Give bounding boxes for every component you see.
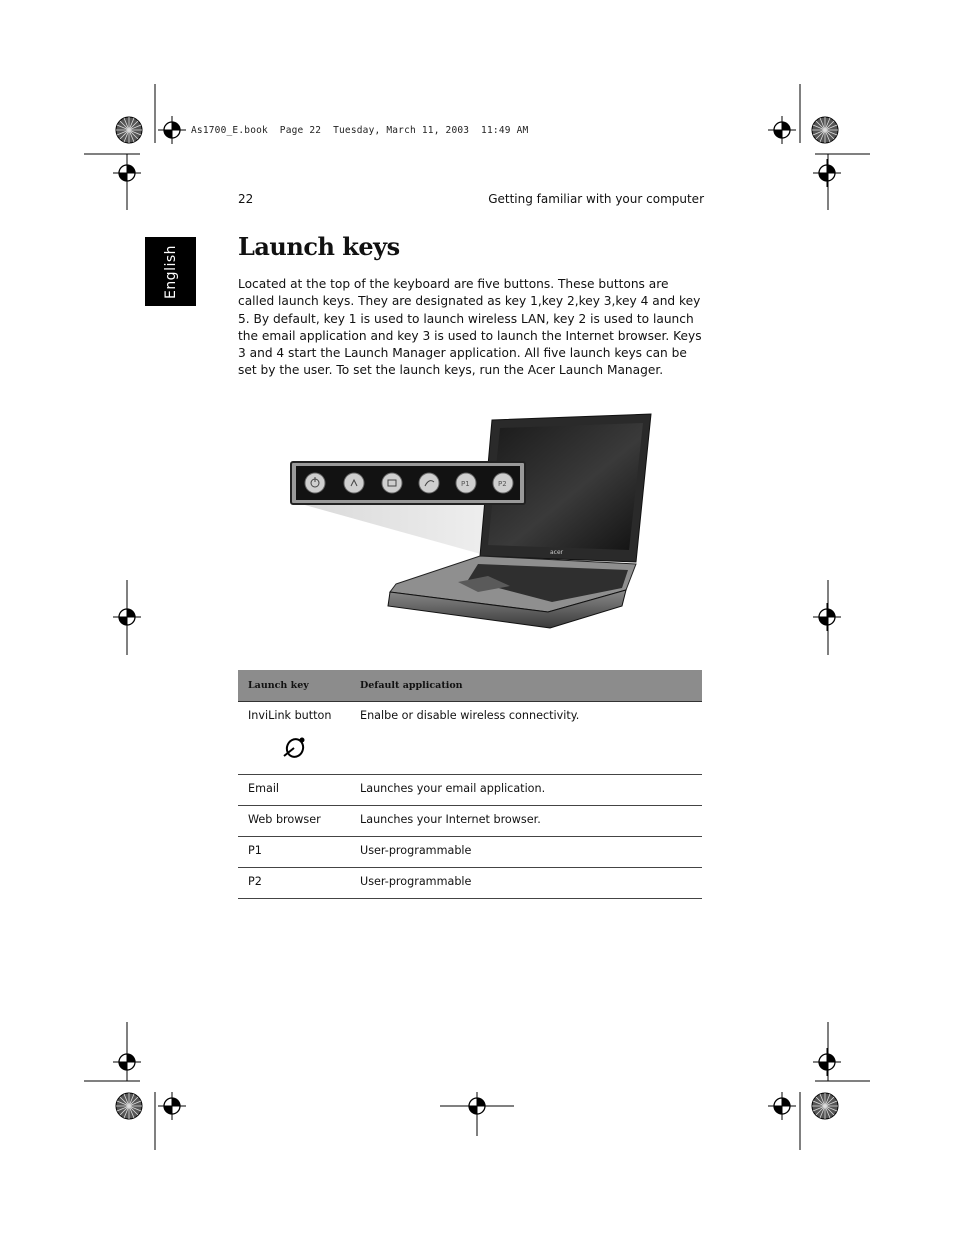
chapter-title: Getting familiar with your computer (488, 192, 704, 206)
email-key (382, 473, 402, 493)
table-cell-key (238, 702, 350, 775)
column-header-default-application: Default application (350, 670, 702, 702)
table-cell-key-text: InviLink button (248, 709, 332, 722)
invilink-icon (282, 734, 308, 760)
laptop-logo: acer (550, 549, 564, 556)
table-cell-app: Enalbe or disable wireless connectivity. (350, 702, 702, 775)
print-slug: As1700_E.book Page 22 Tuesday, March 11, 2003 11:49 AM (191, 125, 529, 136)
launch-keys-table (238, 670, 702, 899)
p1-label: P1 (461, 480, 470, 488)
table-cell-app: User-programmable (350, 868, 702, 899)
table-row (238, 775, 702, 806)
table-cell-app: Launches your Internet browser. (350, 806, 702, 837)
p2-label: P2 (498, 480, 507, 488)
table-cell-key: P2 (238, 868, 350, 899)
body-text (238, 276, 708, 380)
table-row (238, 702, 702, 775)
table-row (238, 806, 702, 837)
language-tab-label: English (162, 244, 179, 299)
table-row (238, 837, 702, 868)
table-cell-key: P1 (238, 837, 350, 868)
table-cell-key: Web browser (238, 806, 350, 837)
table-cell-app: User-programmable (350, 837, 702, 868)
table-row (238, 868, 702, 899)
wireless-key (344, 473, 364, 493)
body-paragraph: Located at the top of the keyboard are five buttons. These buttons are called launch keys. They are designated as key 1,key 2,key 3,key 4 and key 5. By default, key 1 is used to launch wireless LAN, key 2 is used to launch the email application and key 3 is used to launch the Internet browser. Keys 3 and 4 start the Launch Manager application. All five launch keys can be set by the user. To set the launch keys, run the Acer Launch Manager. (238, 277, 702, 378)
column-header-launch-key: Launch key (238, 670, 350, 702)
browser-key (419, 473, 439, 493)
page-number: 22 (238, 192, 254, 206)
table-cell-key: Email (238, 775, 350, 806)
table-header-row (238, 670, 702, 702)
table-cell-app: Launches your email application. (350, 775, 702, 806)
laptop-figure (288, 406, 668, 644)
power-key (305, 473, 325, 493)
section-title: Launch keys (238, 232, 400, 261)
language-tab (145, 237, 196, 306)
